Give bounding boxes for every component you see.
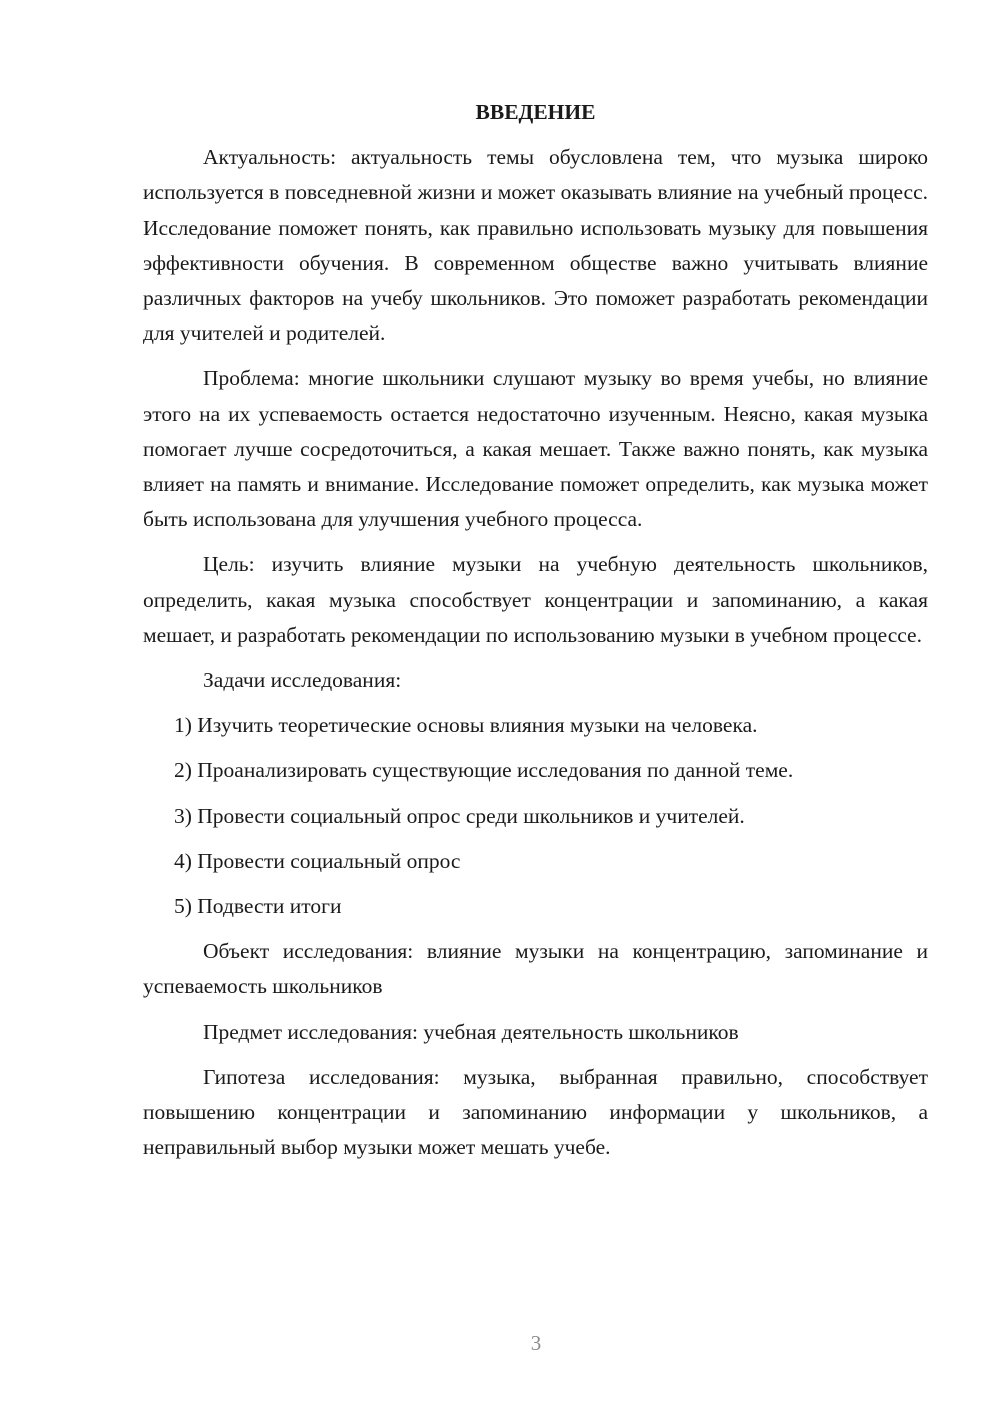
task-item: 3) Провести социальный опрос среди школьников и учителей. (174, 803, 745, 828)
task-item: 1) Изучить теоретические основы влияния музыки на человека. (174, 713, 758, 738)
hypothesis-paragraph: Гипотеза исследования: музыка, выбранная правильно, способствует повышению концентрации и запоминанию информации у школьников, а неправильный выбор музыки может мешать учебе. (143, 1064, 928, 1160)
task-item: 5) Подвести итоги (174, 894, 342, 919)
page-number: 3 (530, 1331, 542, 1355)
goal-paragraph: Цель: изучить влияние музыки на учебную деятельность школьников, определить, какая музыка способствует концентрации и запоминанию, а какая мешает, и разработать рекомендации по использованию музыки в учебном процессе. (143, 552, 928, 647)
problem-paragraph: Проблема: многие школьники слушают музыку во время учебы, но влияние этого на их успеваемость остается недостаточно изученным. Неясно, какая музыка помогает лучше сосредоточиться, а какая мешает. Также важно понять, как музыка влияет на память и внимание. Исследование поможет определить, как музыка может быть использована для улучшения учебного процесса. (143, 366, 928, 532)
task-item: 2) Проанализировать существующие исследования по данной теме. (174, 758, 794, 783)
tasks-title: Задачи исследования: (203, 668, 402, 693)
subject-paragraph: Предмет исследования: учебная деятельность школьников (203, 1019, 739, 1044)
object-paragraph: Объект исследования: влияние музыки на концентрацию, запоминание и успеваемость школьников (143, 939, 928, 999)
relevance-paragraph: Актуальность: актуальность темы обусловлена тем, что музыка широко используется в повседневной жизни и может оказывать влияние на учебный процесс. Исследование поможет понять, как правильно использовать музыку для повышения эффективности обучения. В современном обществе важно учитывать влияние различных факторов на учебу школьников. Это поможет разработать рекомендации для учителей и родителей. (143, 145, 928, 346)
page-title: ВВЕДЕНИЕ (475, 100, 596, 124)
document-page (143, 95, 928, 1175)
task-item: 4) Провести социальный опрос (174, 848, 461, 873)
